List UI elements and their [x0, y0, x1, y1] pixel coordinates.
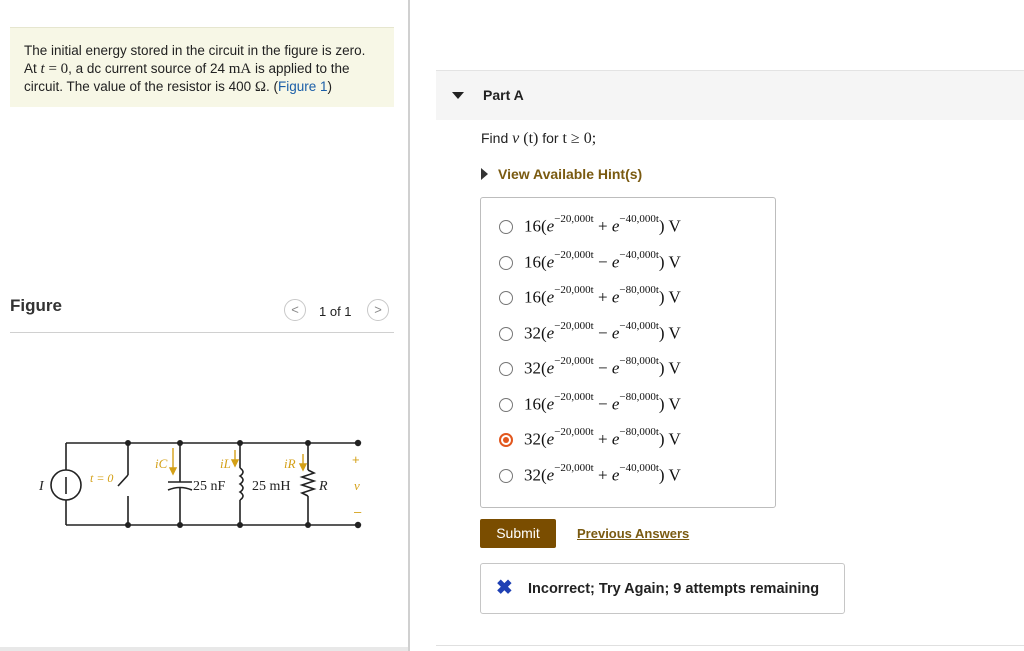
plus-label: +	[352, 452, 360, 467]
switch-label: t = 0	[90, 471, 114, 485]
x-icon: ✖	[496, 577, 513, 599]
ir-label: iR	[284, 456, 296, 471]
answer-option[interactable]	[499, 283, 769, 313]
feedback-text: Incorrect; Try Again; 9 attempts remaining	[528, 581, 820, 597]
ic-label: iC	[155, 456, 168, 471]
radio-button[interactable]	[499, 362, 513, 376]
answer-expression: $16(e^{-20,000t} - e^{-80,000t})$ V	[524, 391, 681, 414]
radio-button[interactable]	[499, 469, 513, 483]
previous-answers-link[interactable]: Previous Answers	[577, 526, 690, 541]
answer-expression: $16(e^{-20,000t} - e^{-40,000t})$ V	[524, 249, 681, 272]
right-panel	[436, 0, 1024, 651]
inductor-value: 25 mH	[252, 479, 291, 494]
answer-expression: $32(e^{-20,000t} - e^{-80,000t})$ V	[524, 355, 681, 378]
radio-selected[interactable]	[499, 433, 513, 447]
figure-pager: 1 of 1	[319, 304, 352, 319]
answer-expression: $16(e^{-20,000t} + e^{-80,000t})$ V	[524, 284, 681, 307]
minus-label: –	[354, 504, 362, 519]
figure-link[interactable]: Figure 1	[278, 79, 328, 94]
capacitor-value: 25 nF	[193, 479, 226, 494]
answer-option[interactable]	[499, 319, 769, 349]
radio-button[interactable]	[499, 327, 513, 341]
caret-right-icon	[481, 168, 488, 180]
answer-expression: $32(e^{-20,000t} + e^{-80,000t})$ V	[524, 426, 681, 449]
answer-option[interactable]	[499, 390, 769, 420]
radio-button[interactable]	[499, 256, 513, 270]
answer-option[interactable]	[499, 212, 769, 242]
divider	[436, 645, 1024, 646]
radio-button[interactable]	[499, 398, 513, 412]
scroll-edge	[0, 647, 408, 651]
radio-button[interactable]	[499, 220, 513, 234]
figure-header	[10, 292, 394, 333]
answer-option[interactable]	[499, 248, 769, 278]
answer-options	[480, 197, 776, 508]
answer-expression: $32(e^{-20,000t} + e^{-40,000t})$ V	[524, 462, 681, 485]
answer-expression: $16(e^{-20,000t} + e^{-40,000t})$ V	[524, 213, 681, 236]
resistor-label: R	[319, 479, 328, 494]
problem-statement: The initial energy stored in the circuit in the figure is zero. At t = 0, a dc current source of 24 mA is applied to the circuit. The value of the resistor is 400 Ω. (Figure 1)	[10, 27, 394, 107]
left-panel	[0, 0, 410, 651]
source-label: I	[39, 479, 44, 494]
prev-figure-button[interactable]: <	[284, 299, 306, 321]
voltage-label: v	[354, 478, 360, 493]
answer-option[interactable]	[499, 354, 769, 384]
problem-line-1: The initial energy stored in the circuit in the figure is zero.	[24, 43, 366, 58]
view-hints-link[interactable]: View Available Hint(s)	[481, 166, 642, 182]
part-header[interactable]	[436, 71, 1024, 120]
feedback-box	[480, 563, 845, 614]
answer-option[interactable]	[499, 425, 769, 455]
submit-button[interactable]: Submit	[480, 519, 556, 548]
circuit-diagram	[30, 430, 380, 540]
answer-option[interactable]	[499, 461, 769, 491]
next-figure-button[interactable]: >	[367, 299, 389, 321]
question-text: Find v (t) for t ≥ 0;	[481, 130, 597, 147]
figure-title: Figure	[10, 296, 62, 315]
il-label: iL	[220, 456, 231, 471]
caret-down-icon[interactable]	[452, 92, 464, 99]
answer-expression: $32(e^{-20,000t} - e^{-40,000t})$ V	[524, 320, 681, 343]
part-title: Part A	[483, 87, 524, 103]
radio-button[interactable]	[499, 291, 513, 305]
